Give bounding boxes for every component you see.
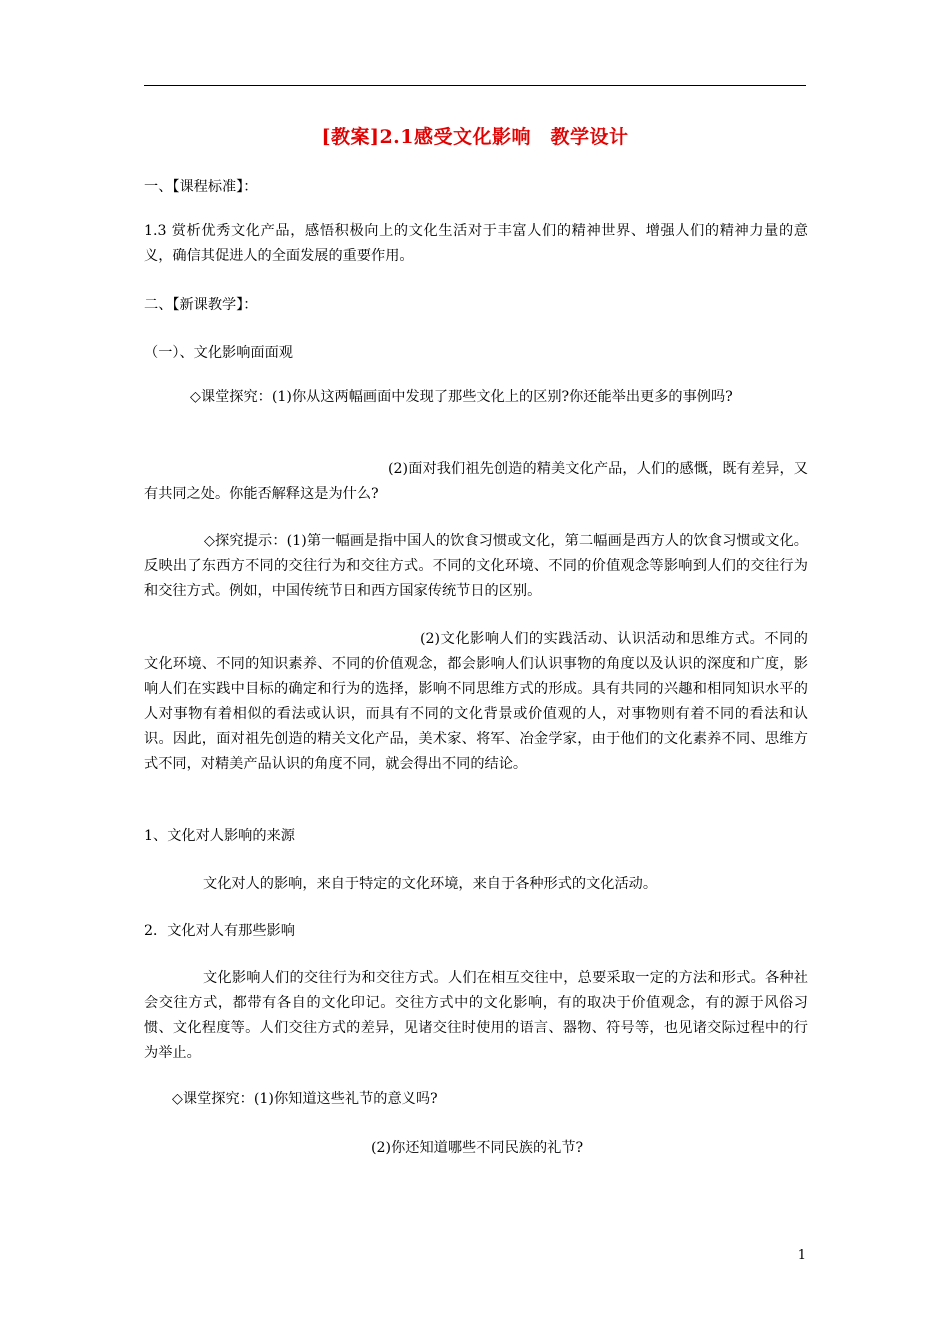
explore-hint-2: (2)文化影响人们的实践活动、认识活动和思维方式。不同的文化环境、不同的知识素养、不同的价值观念，都会影响人们认识事物的角度以及认识的深度和广度，影响人们在实践中目标的确定和行为的选择，影响不同思维方式的形成。具有共同的兴趣和相同知识水平的人对事物有着相似的看法或认识，而具有不同的文化背景或价值观的人，对事物则有着不同的看法和认识。因此，面对祖先创造的精关文化产品，美术家、将军、冶金学家，由于他们的文化素养不同、思维方式不同，对精美产品认识的角度不同，就会得出不同的结论。 (144, 631, 808, 772)
header-rule (144, 85, 806, 86)
section-heading-curriculum-standard: 一、【课程标准】： (144, 179, 258, 195)
page-number: 1 (797, 1248, 806, 1263)
point-body-2: 文化影响人们的交往行为和交往方式。人们在相互交往中，总要采取一定的方法和形式。各种社会交往方式，都带有各自的文化印记。交往方式中的文化影响，有的取决于价值观念，有的源于风俗习惯、文化程度等。人们交往方式的差异，见诸交往时使用的语言、器物、符号等，也见诸交际过程中的行为举止。 (144, 970, 808, 1061)
point-body-1: 文化对人的影响，来自于特定的文化环境，来自于各种形式的文化活动。 (203, 876, 658, 892)
explore-hint-1: ◇探究提示：(1)第一幅画是指中国人的饮食习惯或文化，第二幅画是西方人的饮食习惯或文化。反映出了东西方不同的交往行为和交往方式。不同的文化环境、不同的价值观念等影响到人们的交往行为和交往方式。例如，中国传统节日和西方国家传统节日的区别。 (144, 533, 808, 599)
document-title: [教案]2.1感受文化影响 教学设计 (321, 126, 629, 148)
subsection-heading-culture-influence: （一）、文化影响面面观 (144, 345, 293, 361)
class-explore-question-4: (2)你还知道哪些不同民族的礼节? (371, 1140, 584, 1156)
section-heading-new-lesson: 二、【新课教学】： (144, 297, 258, 313)
class-explore-question-3: ◇课堂探究：(1)你知道这些礼节的意义吗? (172, 1091, 438, 1107)
class-explore-question-1: ◇课堂探究：(1)你从这两幅画面中发现了那些文化上的区别?你还能举出更多的事例吗? (190, 389, 733, 405)
curriculum-standard-text: 1.3 赏析优秀文化产品，感悟积极向上的文化生活对于丰富人们的精神世界、增强人们的精神力量的意义，确信其促进人的全面发展的重要作用。 (144, 223, 808, 264)
point-heading-2: 2．文化对人有那些影响 (144, 923, 295, 939)
point-heading-1: 1、文化对人影响的来源 (144, 828, 295, 844)
class-explore-question-2: (2)面对我们祖先创造的精美文化产品，人们的感慨，既有差异，又有共同之处。你能否解释这是为什么? (144, 461, 808, 502)
